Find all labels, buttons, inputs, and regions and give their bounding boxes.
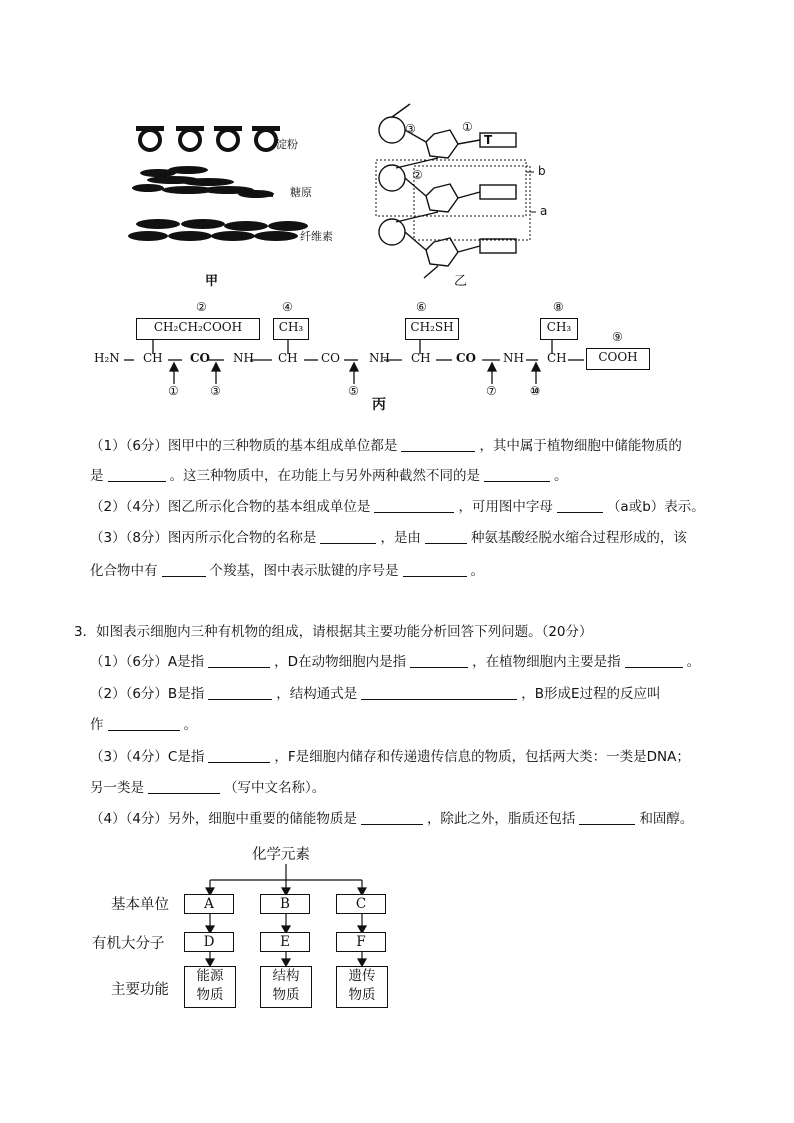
starch-label: 淀粉 xyxy=(276,138,298,151)
marker-3: ③ xyxy=(405,122,416,136)
box-c: C xyxy=(336,894,386,914)
answer-blank[interactable] xyxy=(625,653,683,668)
box-genetic-substance: 遗传 物质 xyxy=(336,966,388,1008)
q2-part1-line1: （1）（6分）图甲中的三种物质的基本组成单位都是 ，其中属于植物细胞中储能物质的 xyxy=(90,438,682,454)
box-b: B xyxy=(260,894,310,914)
label-b: b xyxy=(538,164,546,178)
num-3: ③ xyxy=(210,384,221,398)
row-label-main-function: 主要功能 xyxy=(111,982,169,998)
answer-blank[interactable] xyxy=(361,810,423,825)
num-8: ⑧ xyxy=(553,300,564,314)
figure-jia-label: 甲 xyxy=(205,274,219,289)
flowchart-arrows xyxy=(180,860,400,970)
r-group-6-box: CH₂SH xyxy=(405,318,459,340)
q2-part2: （2）（4分）图乙所示化合物的基本组成单位是 ，可用图中字母 （a或b）表示。 xyxy=(90,499,705,515)
nh-2: NH xyxy=(369,351,390,365)
answer-blank[interactable] xyxy=(425,529,467,544)
answer-blank[interactable] xyxy=(208,653,270,668)
answer-blank[interactable] xyxy=(208,748,270,763)
box-f: F xyxy=(336,932,386,952)
marker-1: ① xyxy=(462,120,473,134)
q3-part2-line2: 作 。 xyxy=(90,717,197,733)
ch-1: CH xyxy=(143,351,163,365)
num-5: ⑤ xyxy=(348,384,359,398)
num-9: ⑨ xyxy=(612,330,623,344)
box-a: A xyxy=(184,894,234,914)
r-group-8-box: CH₃ xyxy=(540,318,578,340)
row-label-basic-unit: 基本单位 xyxy=(111,897,169,913)
glycogen-label: 糖原 xyxy=(290,186,312,199)
nh-1: NH xyxy=(233,351,254,365)
q3-part1: （1）（6分）A是指 ，D在动物细胞内是指 ，在植物细胞内主要是指 。 xyxy=(90,654,701,670)
q2-part3-line2: 化合物中有 个羧基，图中表示肽键的序号是 。 xyxy=(90,563,484,579)
q3-part4: （4）（4分）另外，细胞中重要的储能物质是 ，除此之外，脂质还包括 和固醇。 xyxy=(90,811,694,827)
nh-3: NH xyxy=(503,351,524,365)
base-t: T xyxy=(484,133,493,147)
co-2: CO xyxy=(321,351,341,365)
flowchart-top-label: 化学元素 xyxy=(252,847,310,863)
answer-blank[interactable] xyxy=(401,437,475,452)
answer-blank[interactable] xyxy=(557,498,603,513)
box-energy-substance: 能源 物质 xyxy=(184,966,236,1008)
q2-part1-line2: 是 。这三种物质中，在功能上与另外两种截然不同的是 。 xyxy=(90,468,568,484)
num-7: ⑦ xyxy=(486,384,497,398)
q3-stem: 3．如图表示细胞内三种有机物的组成，请根据其主要功能分析回答下列问题。（20分） xyxy=(74,624,593,640)
figure-yi-label: 乙 xyxy=(454,274,468,289)
answer-blank[interactable] xyxy=(361,685,517,700)
co-3: CO xyxy=(456,351,477,365)
q3-part3-line2: 另一类是 （写中文名称）。 xyxy=(90,780,326,796)
box-structural-substance: 结构 物质 xyxy=(260,966,312,1008)
num-6: ⑥ xyxy=(416,300,427,314)
ch-2: CH xyxy=(278,351,298,365)
figure-bing-label: 丙 xyxy=(372,397,386,413)
row-label-macromolecule: 有机大分子 xyxy=(92,936,165,952)
h2n: H₂N xyxy=(94,351,120,365)
label-a: a xyxy=(540,204,548,218)
answer-blank[interactable] xyxy=(208,685,272,700)
cellulose-label: 纤维素 xyxy=(300,230,333,243)
q3-part3-line1: （3）（4分）C是指 ，F是细胞内储存和传递遗传信息的物质，包括两大类：一类是DNA； xyxy=(90,749,690,765)
num-10: ⑩ xyxy=(530,384,541,398)
marker-2: ② xyxy=(412,168,423,182)
ch-3: CH xyxy=(411,351,431,365)
co-1: CO xyxy=(190,351,211,365)
answer-blank[interactable] xyxy=(410,653,468,668)
answer-blank[interactable] xyxy=(148,779,220,794)
cooh-box: COOH xyxy=(586,348,650,370)
answer-blank[interactable] xyxy=(108,467,166,482)
answer-blank[interactable] xyxy=(374,498,454,513)
answer-blank[interactable] xyxy=(484,467,550,482)
q3-part2-line1: （2）（6分）B是指 ，结构通式是 ，B形成E过程的反应叫 xyxy=(90,686,661,702)
r-group-4-box: CH₃ xyxy=(273,318,309,340)
num-4: ④ xyxy=(282,300,293,314)
num-1: ① xyxy=(168,384,179,398)
answer-blank[interactable] xyxy=(403,562,467,577)
answer-blank[interactable] xyxy=(579,810,635,825)
box-e: E xyxy=(260,932,310,952)
answer-blank[interactable] xyxy=(108,716,180,731)
ch-4: CH xyxy=(547,351,567,365)
box-d: D xyxy=(184,932,234,952)
num-2: ② xyxy=(196,300,207,314)
answer-blank[interactable] xyxy=(320,529,376,544)
r-group-2-box: CH₂CH₂COOH xyxy=(136,318,260,340)
q2-part3-line1: （3）（8分）图丙所示化合物的名称是 ，是由 种氨基酸经脱水缩合过程形成的，该 xyxy=(90,530,687,546)
answer-blank[interactable] xyxy=(162,562,206,577)
